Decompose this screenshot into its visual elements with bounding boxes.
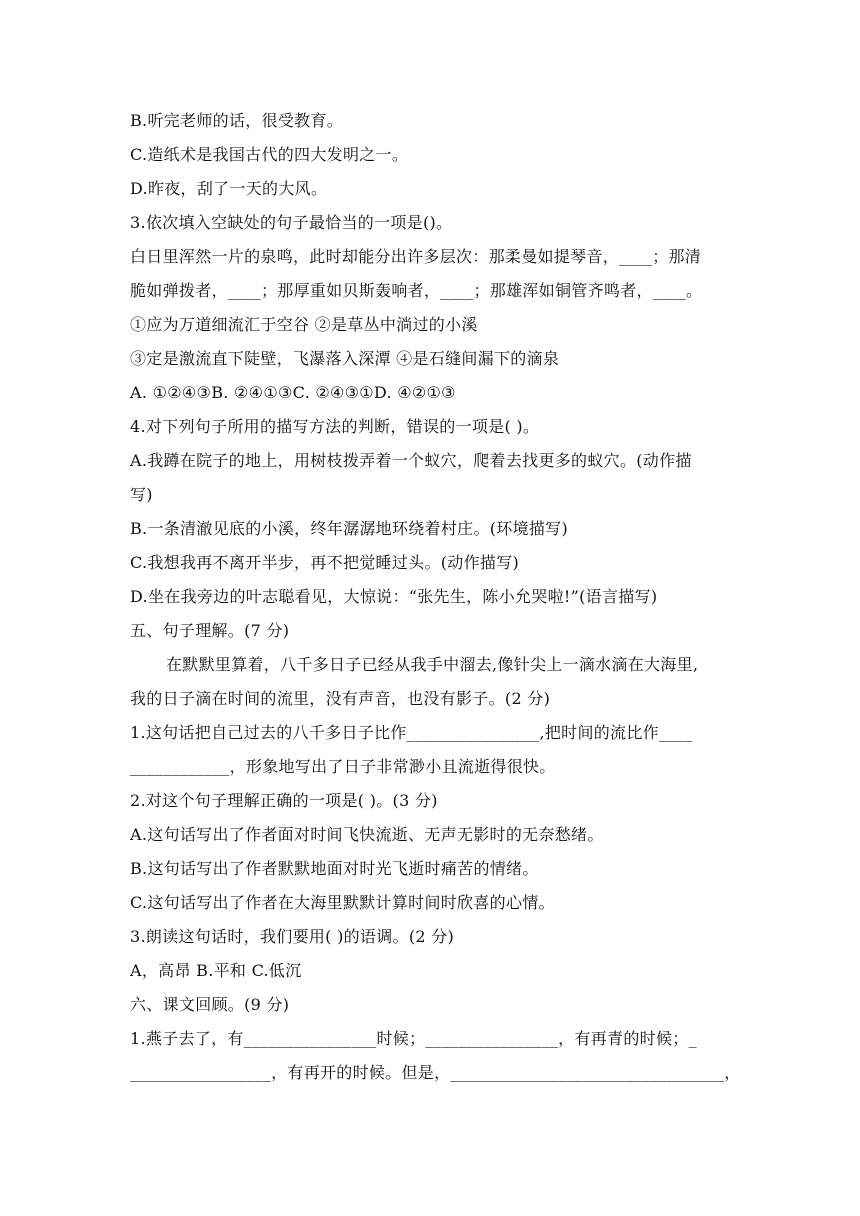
- question-heading: 4.对下列句子所用的描写方法的判断，错误的一项是( )。: [130, 417, 540, 436]
- option-line: ①应为万道细流汇于空谷 ②是草丛中淌过的小溪: [130, 315, 478, 334]
- passage-line: 我的日子滴在时间的流里，没有声音，也没有影子。(2 分): [130, 689, 551, 708]
- text-line: _________________，有再开的时候。但是，_________________________________，: [130, 1063, 741, 1082]
- text-line: B.听完老师的话，很受教育。: [130, 111, 344, 130]
- option-line: ③定是激流直下陡壁，飞瀑落入深潭 ④是石缝间漏下的滴泉: [130, 349, 560, 368]
- document-page: [130, 104, 741, 1090]
- section-heading: 五、句子理解。(7 分): [130, 621, 290, 640]
- text-line: C.造纸术是我国古代的四大发明之一。: [130, 145, 409, 164]
- text-line: A.这句话写出了作者面对时间飞快流逝、无声无影时的无奈愁绪。: [130, 825, 604, 844]
- question-heading: 1.这句话把自己过去的八千多日子比作________________,把时间的流比作____: [130, 723, 693, 742]
- text-line: C.这句话写出了作者在大海里默默计算时间时欣喜的心情。: [130, 893, 555, 912]
- text-line: 写): [130, 485, 153, 504]
- answer-options: A. ①②④③B. ②④①③C. ②④③①D. ④②①③: [130, 383, 456, 402]
- question-heading: 2.对这个句子理解正确的一项是( )。(3 分): [130, 791, 438, 810]
- text-line: B.一条清澈见底的小溪，终年潺潺地环绕着村庄。(环境描写): [130, 519, 569, 538]
- question-heading: 3.朗读这句话时，我们要用( )的语调。(2 分): [130, 927, 455, 946]
- text-line: 白日里浑然一片的泉鸣，此时却能分出许多层次：那柔曼如提琴音，____；那清: [130, 247, 702, 266]
- text-line: D.坐在我旁边的叶志聪看见，大惊说：“张先生，陈小允哭啦!”(语言描写): [130, 587, 658, 606]
- answer-options: A，高昂 B.平和 C.低沉: [130, 961, 302, 980]
- text-line: D.昨夜，刮了一天的大风。: [130, 179, 328, 198]
- section-heading: 六、课文回顾。(9 分): [130, 995, 290, 1014]
- text-line: 脆如弹拨者，____；那厚重如贝斯轰响者，____；那雄浑如铜管齐鸣者，____。: [130, 281, 703, 300]
- question-heading: 1.燕子去了，有________________时候；________________，有再青的时候；_: [130, 1029, 697, 1048]
- text-line: A.我蹲在院子的地上，用树枝拨弄着一个蚁穴，爬着去找更多的蚁穴。(动作描: [130, 451, 692, 470]
- text-line: ____________，形象地写出了日子非常渺小且流逝得很快。: [130, 757, 556, 776]
- text-line: C.我想我再不离开半步，再不把觉睡过头。(动作描写): [130, 553, 520, 572]
- passage-line: 在默默里算着，八千多日子已经从我手中溜去,像针尖上一滴水滴在大海里,: [166, 655, 699, 674]
- question-heading: 3.依次填入空缺处的句子最恰当的一项是()。: [130, 213, 453, 232]
- text-line: B.这句话写出了作者默默地面对时光飞逝时痛苦的情绪。: [130, 859, 539, 878]
